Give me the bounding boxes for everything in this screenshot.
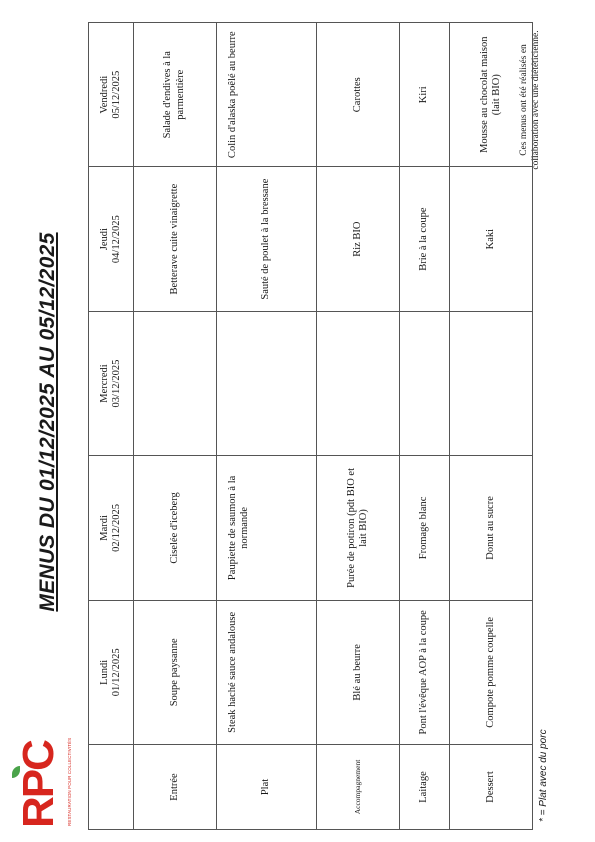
menu-cell: Mousse au chocolat maison (lait BIO) xyxy=(450,23,533,167)
menu-cell: Compote pomme coupelle xyxy=(450,600,533,744)
day-name: Lundi xyxy=(98,659,110,685)
menu-cell: Donut au sucre xyxy=(450,456,533,600)
menu-cell: Kaki xyxy=(450,167,533,311)
dietitian-note: Ces menus ont été réalisés en collaboration avec une diététicienne. xyxy=(519,30,541,170)
menu-cell: Paupiette de saumon à la normande xyxy=(216,456,317,600)
menu-cell: Soupe paysanne xyxy=(134,600,217,744)
menu-cell: Sauté de poulet à la bressane xyxy=(216,167,317,311)
menu-cell xyxy=(134,311,217,455)
menu-cell xyxy=(317,311,400,455)
row-entree xyxy=(134,23,217,830)
menu-cell xyxy=(399,311,449,455)
menu-cell: Blé au beurre xyxy=(317,600,400,744)
menu-cell: Purée de potiron (pdt BIO et lait BIO) xyxy=(317,456,400,600)
day-name: Vendredi xyxy=(98,75,110,114)
header-row xyxy=(89,23,134,830)
menu-cell: Ciselée d'iceberg xyxy=(134,456,217,600)
menu-table xyxy=(88,22,533,830)
row-label: Accompagnement xyxy=(317,745,400,830)
row-label: Entrée xyxy=(134,745,217,830)
corner-cell xyxy=(89,745,134,830)
menu-cell: Carottes xyxy=(317,23,400,167)
day-date: 01/12/2025 xyxy=(111,648,122,697)
day-header-vendredi xyxy=(89,23,134,167)
menu-cell xyxy=(450,311,533,455)
menu-cell: Kiri xyxy=(399,23,449,167)
menu-cell: Pont l'évêque AOP à la coupe xyxy=(399,600,449,744)
page-title: MENUS DU 01/12/2025 AU 05/12/2025 xyxy=(36,232,59,612)
pork-footnote xyxy=(538,729,549,822)
row-accompagnement xyxy=(317,23,400,830)
day-date: 05/12/2025 xyxy=(111,70,122,119)
day-name: Mercredi xyxy=(98,364,110,403)
day-header-mardi xyxy=(89,456,134,600)
menu-cell: Steak haché sauce andalouse xyxy=(216,600,317,744)
menu-cell: Brie à la coupe xyxy=(399,167,449,311)
row-label: Laitage xyxy=(399,745,449,830)
day-date: 02/12/2025 xyxy=(111,504,122,552)
day-name: Jeudi xyxy=(98,228,110,251)
menu-cell: Riz BIO xyxy=(317,167,400,311)
day-date: 03/12/2025 xyxy=(111,359,122,408)
day-header-jeudi xyxy=(89,167,134,311)
footnote-text: = Plat avec du porc xyxy=(538,729,549,816)
menu-cell xyxy=(216,311,317,455)
day-name: Mardi xyxy=(98,515,110,541)
day-date: 04/12/2025 xyxy=(111,215,122,264)
rpc-logo xyxy=(12,737,80,836)
footnote-marker: * xyxy=(538,818,549,822)
row-dessert xyxy=(450,23,533,830)
row-label: Dessert xyxy=(450,745,533,830)
logo-tagline: RESTAURATION POUR COLLECTIVITÉS xyxy=(67,737,72,826)
menu-cell: Fromage blanc xyxy=(399,456,449,600)
row-label: Plat xyxy=(216,745,317,830)
row-laitage xyxy=(399,23,449,830)
row-plat xyxy=(216,23,317,830)
logo-brand: RPC xyxy=(14,741,63,828)
menu-cell: Betterave cuite vinaigrette xyxy=(134,167,217,311)
menu-cell: Salade d'endives à la parmentière xyxy=(134,23,217,167)
menu-cell: Colin d'alaska poêlé au beurre xyxy=(216,23,317,167)
day-header-lundi xyxy=(89,600,134,744)
day-header-mercredi xyxy=(89,311,134,455)
